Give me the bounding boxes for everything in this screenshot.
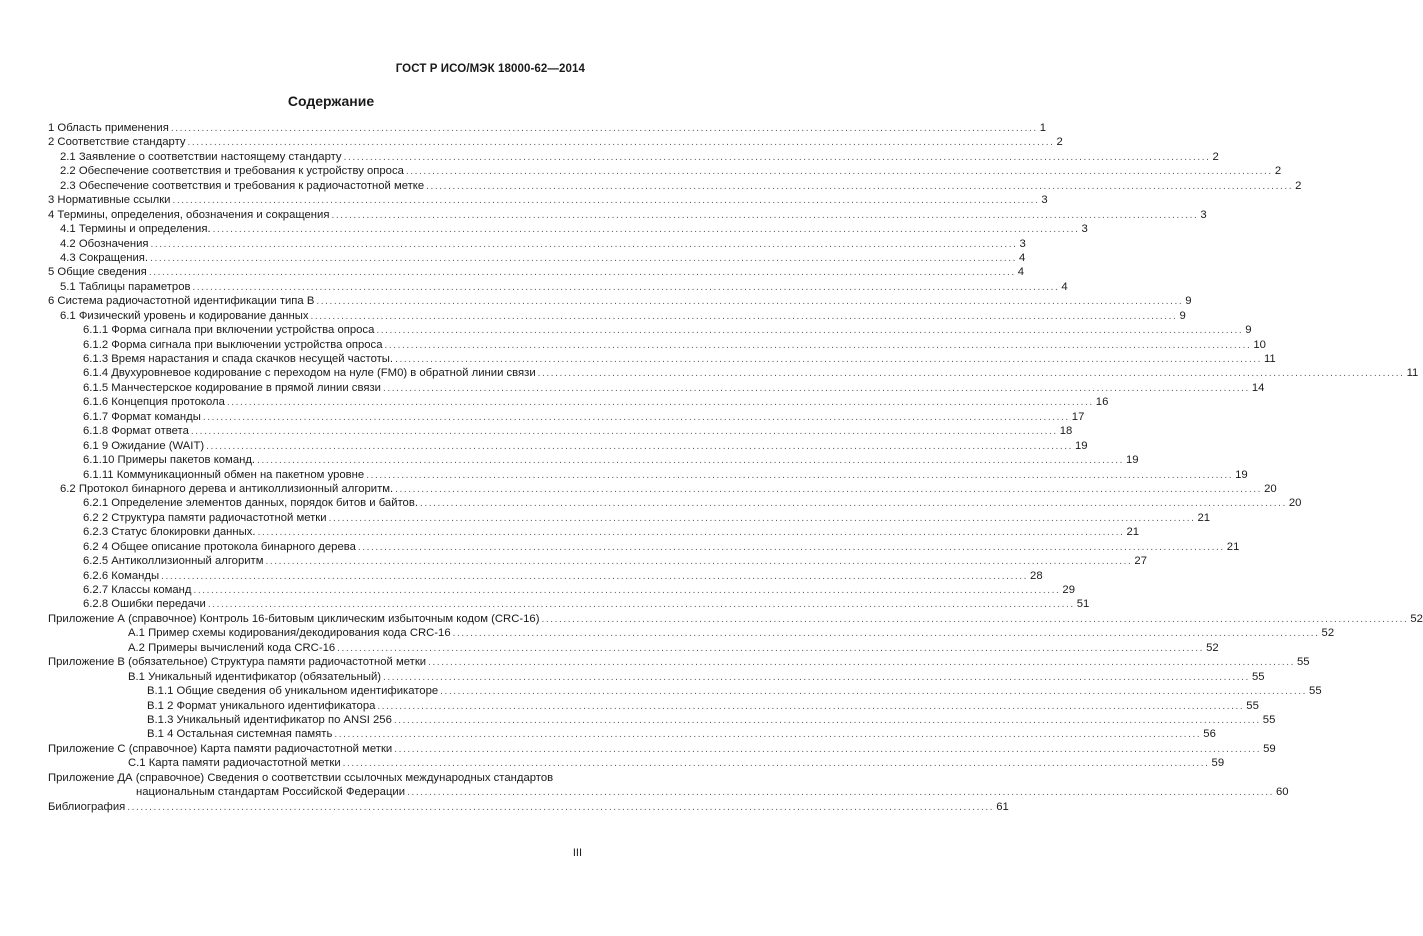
toc-entry[interactable]	[48, 641, 1219, 655]
toc-entry[interactable]	[48, 482, 1277, 496]
dot-leader	[208, 598, 1075, 612]
toc-entry[interactable]	[48, 164, 1282, 178]
dot-leader	[213, 223, 1080, 237]
dot-leader	[383, 671, 1250, 685]
toc-entry-title: 6.1 9 Ожидание (WAIT)	[83, 439, 205, 452]
toc-entry-page: 29	[1062, 584, 1075, 596]
toc-entry-page: 21	[1197, 511, 1211, 524]
toc-entry[interactable]	[48, 468, 1248, 482]
toc-entry[interactable]	[48, 742, 1276, 756]
toc-entry-title: 6.1.6 Концепция протокола	[83, 396, 225, 409]
toc-entry-title: 2.3 Обеспечение соответствия и требования к радиочастотной метке	[60, 179, 425, 192]
toc-entry-page: 18	[1059, 425, 1073, 438]
dot-leader	[538, 367, 1405, 381]
dot-leader	[384, 339, 1251, 353]
dot-leader	[329, 512, 1196, 526]
dot-leader	[316, 295, 1183, 309]
toc-entry-page: 1	[1039, 122, 1047, 134]
toc-entry[interactable]	[48, 251, 1026, 265]
toc-entry-page: 3	[1019, 237, 1026, 250]
dot-leader	[428, 656, 1295, 670]
toc-entry[interactable]	[48, 727, 1216, 741]
toc-entry[interactable]	[48, 699, 1259, 713]
toc-entry-page: 55	[1297, 656, 1310, 669]
toc-entry-page: 4	[1017, 266, 1025, 279]
dot-leader	[258, 526, 1125, 540]
toc-entry-title: 6.1.7 Формат команды	[83, 410, 201, 423]
dot-leader	[420, 497, 1287, 511]
toc-entry[interactable]	[48, 352, 1276, 366]
toc-entry[interactable]	[48, 208, 1207, 222]
table-of-contents	[48, 121, 1423, 814]
toc-entry-title: 1 Область применения	[48, 122, 169, 134]
toc-entry[interactable]	[48, 525, 1140, 539]
dot-leader	[191, 425, 1058, 439]
toc-entry[interactable]	[48, 713, 1276, 727]
toc-entry-title: Приложение А (справочное) Контроль 16-битовым циклическим избыточным кодом (CRC-16)	[48, 612, 540, 625]
toc-entry-continuation[interactable]	[48, 785, 1289, 799]
toc-entry[interactable]	[48, 265, 1025, 279]
toc-entry[interactable]	[48, 309, 1186, 323]
toc-entry[interactable]	[48, 294, 1192, 308]
dot-leader	[151, 238, 1018, 252]
toc-entry[interactable]	[48, 540, 1240, 554]
toc-entry[interactable]	[48, 222, 1088, 236]
toc-entry[interactable]	[48, 496, 1302, 510]
toc-entry-title: 6.2.7 Классы команд	[83, 584, 192, 596]
toc-entry-title: Приложение В (обязательное) Структура памяти радиочастотной метки	[48, 656, 427, 669]
page-title: Содержание	[287, 93, 375, 109]
toc-entry-title: 6.1.10 Примеры пакетов команд.	[83, 454, 256, 467]
dot-leader	[366, 469, 1233, 483]
toc-entry-page: 59	[1211, 757, 1225, 770]
toc-entry-page: 11	[1263, 353, 1276, 365]
dot-leader	[331, 209, 1198, 223]
toc-entry-title: В.1.1 Общие сведения об уникальном идентификаторе	[147, 685, 439, 698]
toc-entry[interactable]	[48, 439, 1088, 453]
dot-leader	[203, 411, 1070, 425]
toc-entry-page: 52	[1206, 641, 1219, 654]
toc-entry-page: 51	[1076, 598, 1090, 611]
dot-leader	[337, 642, 1204, 656]
toc-entry-title: 6.1.3 Время нарастания и спада скачков несущей частоты.	[83, 353, 394, 365]
toc-entry[interactable]	[48, 626, 1335, 640]
dot-leader	[383, 382, 1250, 396]
toc-entry[interactable]	[48, 670, 1265, 684]
toc-entry[interactable]	[48, 237, 1026, 251]
toc-entry-page: 59	[1263, 742, 1276, 755]
toc-entry-title: 6 Система радиочастотной идентификации типа В	[48, 295, 315, 308]
toc-entry[interactable]	[48, 395, 1109, 409]
toc-entry-page: 55	[1246, 699, 1259, 712]
dot-leader	[193, 281, 1060, 295]
toc-entry-page: 55	[1309, 685, 1322, 698]
toc-entry-title: 4.1 Термины и определения.	[60, 223, 211, 236]
toc-entry-title: 3 Нормативные ссылки	[48, 194, 171, 207]
toc-entry-page: 3	[1200, 208, 1207, 221]
toc-entry-page: 4	[1061, 280, 1068, 293]
toc-entry[interactable]	[48, 554, 1147, 568]
toc-entry[interactable]	[48, 410, 1085, 424]
toc-entry-title: В.1.3 Уникальный идентификатор по ANSI 256	[147, 713, 392, 726]
dot-leader	[376, 324, 1243, 338]
toc-entry-title: 6.1.1 Форма сигнала при включении устройства опроса	[83, 324, 375, 337]
toc-entry-title: Библиография	[48, 800, 126, 813]
toc-entry-title: 6.2 Протокол бинарного дерева и антиколлизионный алгоритм.	[60, 482, 394, 495]
dot-leader	[227, 396, 1094, 410]
dot-leader	[334, 728, 1201, 742]
dot-leader	[149, 266, 1016, 280]
toc-entry-page: 28	[1030, 569, 1043, 582]
toc-entry-page: 56	[1203, 728, 1216, 741]
toc-entry-page: 20	[1264, 482, 1277, 495]
toc-entry[interactable]	[48, 150, 1219, 164]
toc-entry[interactable]	[48, 179, 1302, 193]
toc-entry-title: 6.2.3 Статус блокировки данных.	[83, 526, 256, 539]
toc-entry-page: 19	[1125, 454, 1139, 467]
dot-leader	[266, 555, 1133, 569]
toc-entry-title-continued: национальным стандартам Российской Федерации	[136, 786, 406, 799]
toc-entry[interactable]	[48, 338, 1266, 352]
toc-entry[interactable]	[48, 612, 1423, 626]
toc-entry-page: 10	[1253, 338, 1266, 351]
toc-entry-title: А.1 Пример схемы кодирования/декодирования кода CRC-16	[128, 627, 451, 640]
toc-entry-page: 9	[1179, 309, 1186, 322]
toc-entry-title: В.1 2 Формат уникального идентификатора	[147, 699, 376, 712]
dot-leader	[453, 627, 1320, 641]
dot-leader	[395, 353, 1262, 367]
toc-entry[interactable]	[48, 193, 1048, 207]
toc-entry[interactable]	[48, 756, 1225, 770]
dot-leader	[407, 786, 1274, 800]
toc-entry-page: 2	[1274, 165, 1282, 178]
dot-leader	[406, 165, 1273, 179]
toc-entry-page: 55	[1262, 713, 1276, 726]
toc-entry-page: 9	[1185, 295, 1192, 308]
toc-entry-page: 19	[1235, 468, 1248, 481]
toc-entry-title: 6.2.6 Команды	[83, 569, 160, 582]
toc-entry-page: 27	[1134, 555, 1147, 568]
toc-entry-title: 6.2.1 Определение элементов данных, порядок битов и байтов.	[83, 497, 418, 510]
dot-leader	[395, 483, 1262, 497]
toc-entry-title: В.1 Уникальный идентификатор (обязательный)	[128, 670, 382, 683]
toc-entry[interactable]	[48, 511, 1211, 525]
toc-entry[interactable]	[48, 771, 584, 785]
toc-entry-page: 19	[1075, 439, 1088, 452]
toc-entry-title: 4 Термины, определения, обозначения и сокращения	[48, 208, 330, 221]
toc-entry[interactable]	[48, 323, 1252, 337]
toc-entry-title: 6.1.11 Коммуникационный обмен на пакетном уровне	[83, 468, 365, 481]
toc-entry-page: 2	[1295, 179, 1302, 192]
dot-leader	[394, 743, 1261, 757]
toc-entry[interactable]	[48, 280, 1068, 294]
toc-entry-page: 55	[1251, 670, 1265, 683]
toc-entry-page: 9	[1245, 324, 1252, 337]
toc-entry-title: 4.3 Сокращения.	[60, 251, 149, 264]
toc-entry-page: 60	[1275, 786, 1289, 799]
dot-leader	[257, 454, 1124, 468]
toc-entry[interactable]	[48, 597, 1090, 611]
toc-entry-title: 6.2 2 Структура памяти радиочастотной метки	[83, 511, 327, 524]
toc-entry-title: 2.1 Заявление о соответствии настоящему стандарту	[60, 150, 342, 163]
toc-entry-title: 5.1 Таблицы параметров	[60, 280, 191, 293]
dot-leader	[194, 584, 1061, 598]
dot-leader	[440, 685, 1307, 699]
toc-entry-title: 4.2 Обозначения	[60, 237, 149, 250]
document-standard-number: ГОСТ Р ИСО/МЭК 18000-62—2014	[395, 63, 585, 75]
toc-entry-page: 2	[1212, 150, 1219, 163]
toc-entry[interactable]	[48, 684, 1322, 698]
toc-entry[interactable]	[48, 121, 1047, 135]
toc-entry-page: 16	[1095, 396, 1109, 409]
toc-entry[interactable]	[48, 655, 1310, 669]
dot-leader	[311, 310, 1178, 324]
toc-entry-title: Приложение С (справочное) Карта памяти радиочастотной метки	[48, 742, 393, 755]
toc-entry-page: 52	[1321, 627, 1335, 640]
toc-entry[interactable]	[48, 135, 1063, 149]
dot-leader	[541, 613, 1408, 627]
toc-entry[interactable]	[48, 800, 1009, 814]
dot-leader	[188, 136, 1055, 150]
dot-leader	[172, 194, 1039, 208]
toc-entry-title: 5 Общие сведения	[48, 266, 147, 279]
toc-entry[interactable]	[48, 583, 1075, 597]
toc-entry-title: 6.1 Физический уровень и кодирование данных	[60, 309, 309, 322]
toc-entry-page: 14	[1251, 381, 1265, 394]
dot-leader	[161, 570, 1028, 584]
dot-leader	[206, 440, 1073, 454]
toc-entry-page: 20	[1288, 497, 1302, 510]
toc-entry[interactable]	[48, 381, 1265, 395]
toc-entry-title: С.1 Карта памяти радиочастотной метки	[128, 757, 341, 770]
toc-entry-title: 6.2.8 Ошибки передачи	[83, 598, 206, 611]
toc-entry-page: 21	[1126, 526, 1140, 539]
toc-entry-title: 6.2.5 Антиколлизионный алгоритм	[83, 555, 264, 568]
toc-entry[interactable]	[48, 424, 1073, 438]
dot-leader	[426, 180, 1293, 194]
toc-entry-title: 6.1.2 Форма сигнала при выключении устройства опроса	[83, 338, 383, 351]
dot-leader	[358, 541, 1225, 555]
dot-leader	[377, 700, 1244, 714]
dot-leader	[171, 122, 1038, 136]
toc-entry-page: 52	[1410, 612, 1423, 625]
toc-entry-page: 21	[1226, 540, 1240, 553]
toc-entry-title: 6.1.5 Манчестерское кодирование в прямой линии связи	[83, 381, 381, 394]
toc-entry-title: Приложение ДА (справочное) Сведения о соответствии ссылочных международных стандартов	[48, 771, 554, 784]
toc-entry-page: 2	[1056, 136, 1063, 149]
page-number: III	[572, 847, 582, 859]
toc-entry-title: 6.1.4 Двухуровневое кодирование с переходом на нуле (FM0) в обратной линии связи	[83, 367, 536, 380]
toc-entry-page: 3	[1041, 194, 1048, 207]
toc-entry-title: В.1 4 Остальная системная память	[147, 728, 333, 741]
dot-leader	[394, 714, 1261, 728]
toc-entry-title: 2.2 Обеспечение соответствия и требования к устройству опроса	[60, 165, 404, 178]
toc-entry-title: 2 Соответствие стандарту	[48, 136, 186, 149]
toc-entry-title: 6.1.8 Формат ответа	[83, 425, 189, 438]
toc-entry-page: 17	[1071, 410, 1085, 423]
toc-entry-page: 61	[996, 800, 1009, 813]
toc-entry[interactable]	[48, 569, 1043, 583]
dot-leader	[343, 757, 1210, 771]
toc-entry-page: 4	[1018, 251, 1026, 264]
toc-entry-page: 11	[1406, 367, 1419, 380]
toc-entry-page: 3	[1081, 223, 1088, 236]
toc-entry-title: 6.2 4 Общее описание протокола бинарного дерева	[83, 540, 356, 553]
toc-entry-title: А.2 Примеры вычислений кода CRC-16	[128, 641, 336, 654]
dot-leader	[150, 252, 1017, 266]
toc-entry[interactable]	[48, 453, 1139, 467]
dot-leader	[127, 801, 994, 815]
dot-leader	[344, 151, 1211, 165]
toc-entry[interactable]	[48, 366, 1419, 380]
